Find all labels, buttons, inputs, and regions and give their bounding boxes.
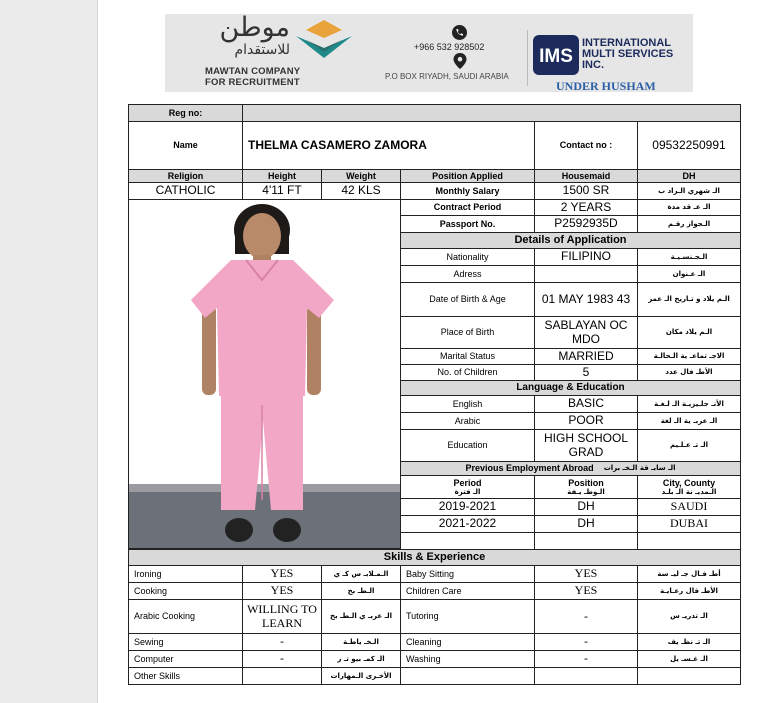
prev-period-2: 2021-2022	[400, 515, 535, 533]
company-name	[205, 66, 300, 88]
prev-position-1: DH	[534, 498, 638, 516]
skill-empty-label	[400, 667, 535, 685]
address-label: Adress	[400, 265, 535, 283]
skill-ironing-value: YES	[242, 565, 322, 583]
weight-header: Weight	[321, 169, 401, 183]
prev-empty-2	[534, 532, 638, 550]
skill-cleaning-label: Cleaning	[400, 633, 535, 651]
birthplace-value: SABLAYAN OC MDO	[534, 316, 638, 349]
company-name-line2: FOR RECRUITMENT	[205, 77, 300, 88]
dob-label: Date of Birth & Age	[400, 282, 535, 317]
nationality-arabic: الـجـنسـيـة	[637, 248, 741, 266]
brand-arabic: موطن	[219, 12, 290, 43]
birthplace-arabic: الـم يلاد مكان	[637, 316, 741, 349]
period-header-label: Period	[453, 477, 482, 488]
skill-babysitting-label: Baby Sitting	[400, 565, 535, 583]
education-arabic: الـ تـ عـلـيم	[637, 429, 741, 462]
period-header-arabic: الـ فترة	[454, 488, 481, 497]
arabic-arabic: الـ عربـ ية الـ لغة	[637, 412, 741, 430]
applicant-photo	[128, 199, 401, 549]
religion-value: CATHOLIC	[128, 182, 243, 200]
education-label: Education	[400, 429, 535, 462]
skill-childcare-label: Children Care	[400, 582, 535, 600]
details-title: Details of Application	[400, 232, 741, 249]
partner-name	[582, 38, 673, 71]
skill-computer-arabic: الـ كمـ بيو تـ ر	[321, 650, 401, 668]
prev-empty-1	[400, 532, 535, 550]
skill-washing-arabic: الـ غـسـ يل	[637, 650, 741, 668]
phone-icon	[452, 25, 467, 40]
skill-babysitting-value: YES	[534, 565, 638, 583]
skill-ironing-label: Ironing	[128, 565, 243, 583]
partner-name-line1: INTERNATIONAL	[582, 37, 672, 49]
contact-label: Contact no :	[534, 121, 638, 170]
location-pin-icon	[453, 53, 467, 69]
skill-empty-arabic	[637, 667, 741, 685]
skill-washing-label: Washing	[400, 650, 535, 668]
header-divider	[527, 30, 528, 86]
position-code: DH	[637, 169, 741, 183]
children-value: 5	[534, 364, 638, 381]
english-value: BASIC	[534, 395, 638, 413]
skill-childcare-value: YES	[534, 582, 638, 600]
skill-sewing-label: Sewing	[128, 633, 243, 651]
skill-other-value	[242, 667, 322, 685]
skill-washing-value: -	[534, 650, 638, 668]
reg-label: Reg no:	[128, 104, 243, 122]
brand-arabic-sub: للاستقدام	[234, 42, 290, 58]
skill-cleaning-value: -	[534, 633, 638, 651]
marital-arabic: الاجـ تماعـ ية الـحالـة	[637, 348, 741, 365]
prev-period-1: 2019-2021	[400, 498, 535, 516]
city-header	[637, 475, 741, 499]
skill-arabic-cooking-label: Arabic Cooking	[128, 599, 243, 634]
skill-ironing-arabic: الـمـلابـ س كـ ي	[321, 565, 401, 583]
skill-other-label: Other Skills	[128, 667, 243, 685]
partner-name-line3: INC.	[582, 59, 604, 71]
prev-empty-3	[637, 532, 741, 550]
reg-value	[242, 104, 741, 122]
city-header-label: City, County	[662, 477, 716, 488]
period-header	[400, 475, 535, 499]
arabic-value: POOR	[534, 412, 638, 430]
skills-title: Skills & Experience	[128, 549, 741, 566]
contract-label: Contract Period	[400, 199, 535, 216]
skill-arabic-cooking-value: WILLING TO LEARN	[242, 599, 322, 634]
prev-position-2: DH	[534, 515, 638, 533]
prev-city-1: SAUDI	[637, 498, 741, 516]
contract-arabic: الـ عـ قد مدة	[637, 199, 741, 216]
skill-babysitting-arabic: أطـ فـال جـ ليـ سة	[637, 565, 741, 583]
english-arabic: الأنـ جلـيزيـة الـ لـغـة	[637, 395, 741, 413]
address-value	[534, 265, 638, 283]
height-header: Height	[242, 169, 322, 183]
skill-cooking-arabic: الـطـ بخ	[321, 582, 401, 600]
nationality-label: Nationality	[400, 248, 535, 266]
previous-employment-label: Previous Employment Abroad	[465, 463, 594, 474]
skill-sewing-value: -	[242, 633, 322, 651]
position-header-label: Position	[568, 477, 604, 488]
mawtan-logo-icon	[292, 18, 356, 60]
contract-value: 2 YEARS	[534, 199, 638, 216]
previous-employment-title	[400, 461, 741, 476]
company-name-line1: MAWTAN COMPANY	[205, 66, 301, 77]
skill-childcare-arabic: الأطـ فال رعـايـة	[637, 582, 741, 600]
position-header	[534, 475, 638, 499]
skill-computer-label: Computer	[128, 650, 243, 668]
children-arabic: الأطـ فال عدد	[637, 364, 741, 381]
skill-sewing-arabic: الـخـ ياطـة	[321, 633, 401, 651]
religion-header: Religion	[128, 169, 243, 183]
passport-label: Passport No.	[400, 215, 535, 233]
passport-arabic: الـجواز رقـم	[637, 215, 741, 233]
name-label: Name	[128, 121, 243, 170]
contact-value: 09532250991	[637, 121, 741, 170]
marital-label: Marital Status	[400, 348, 535, 365]
nationality-value: FILIPINO	[534, 248, 638, 266]
arabic-label: Arabic	[400, 412, 535, 430]
salary-value: 1500 SR	[534, 182, 638, 200]
svg-text:IMS: IMS	[539, 46, 573, 67]
education-value: HIGH SCHOOL GRAD	[534, 429, 638, 462]
salary-label: Monthly Salary	[400, 182, 535, 200]
language-title: Language & Education	[400, 380, 741, 396]
passport-value: P2592935D	[534, 215, 638, 233]
skill-tutoring-arabic: الـ تدريـ س	[637, 599, 741, 634]
english-label: English	[400, 395, 535, 413]
position-value: Housemaid	[534, 169, 638, 183]
children-label: No. of Children	[400, 364, 535, 381]
skill-computer-value: -	[242, 650, 322, 668]
company-address: P.O BOX RIYADH, SAUDI ARABIA	[385, 72, 509, 81]
ims-logo-icon	[533, 35, 579, 75]
skill-arabic-cooking-arabic: الـ عربـ ي الـطـ بخ	[321, 599, 401, 634]
prev-city-2: DUBAI	[637, 515, 741, 533]
salary-arabic: الـ شهري الـراد ب	[637, 182, 741, 200]
weight-value: 42 KLS	[321, 182, 401, 200]
position-header-arabic: الـوظـ يـفة	[567, 488, 605, 497]
height-value: 4'11 FT	[242, 182, 322, 200]
dob-arabic: الـم يلاد و تـاريخ الـ عمر	[637, 282, 741, 317]
city-header-arabic: الـمديـ نة الـ بلـد	[661, 488, 717, 497]
previous-employment-arabic: الـ سابـ قة الـخـ برات	[603, 464, 676, 473]
phone-number: +966 532 928502	[414, 42, 485, 52]
skill-cleaning-arabic: الـ تـ نظـ يف	[637, 633, 741, 651]
name-value: THELMA CASAMERO ZAMORA	[242, 121, 535, 170]
birthplace-label: Place of Birth	[400, 316, 535, 349]
partner-name-line2: MULTI SERVICES	[582, 48, 674, 60]
marital-value: MARRIED	[534, 348, 638, 365]
skill-tutoring-label: Tutoring	[400, 599, 535, 634]
dob-value: 01 MAY 1983 43	[534, 282, 638, 317]
skill-cooking-label: Cooking	[128, 582, 243, 600]
position-applied-header: Position Applied	[400, 169, 535, 183]
skill-tutoring-value: -	[534, 599, 638, 634]
skill-empty-value	[534, 667, 638, 685]
skill-other-arabic: الأخـرى الـمهارات	[321, 667, 401, 685]
branch-label: UNDER HUSHAM	[556, 79, 656, 93]
address-arabic: الـ عـنوان	[637, 265, 741, 283]
skill-cooking-value: YES	[242, 582, 322, 600]
